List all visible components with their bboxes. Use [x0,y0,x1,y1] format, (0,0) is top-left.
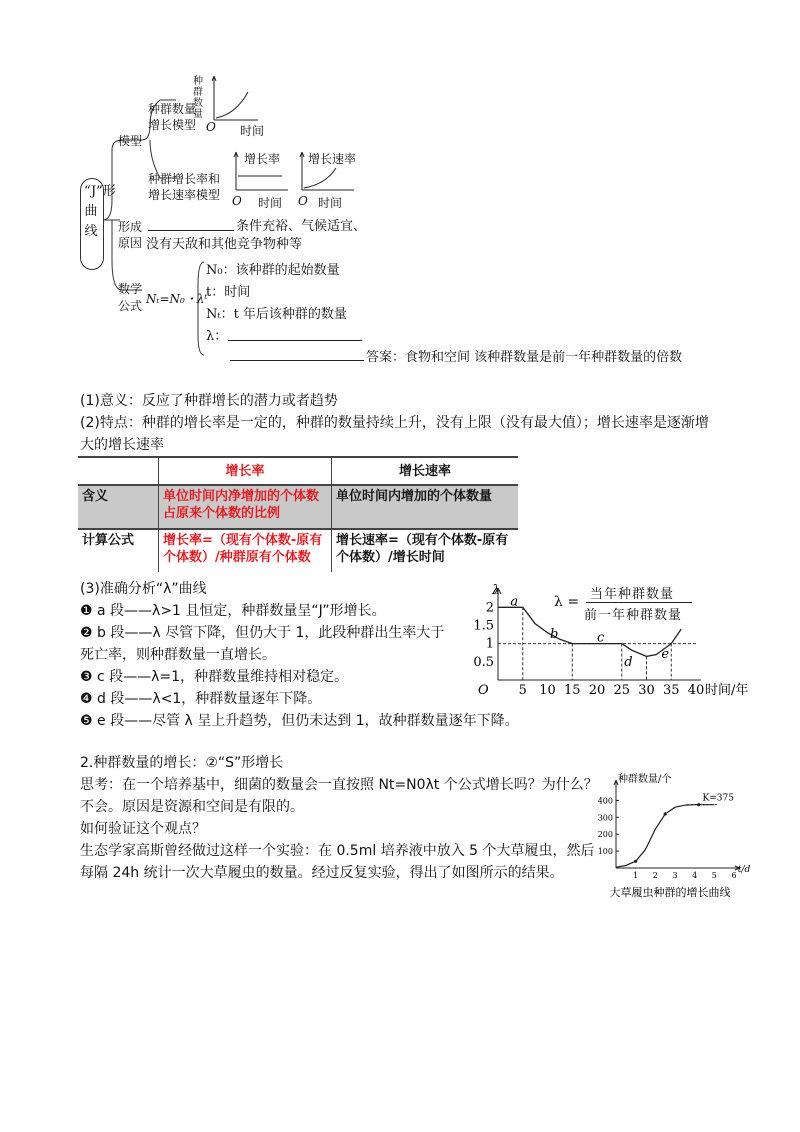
formula-label-line1: 数学 [118,282,143,296]
table-cell-speed: 增长速率=（现有个体数-原有个体数）/增长时间 [332,529,519,572]
model-label: 模型 [118,134,143,148]
cause-text-line2: 没有天敌和其他竞争物种等 [146,237,303,252]
table-row-label: 计算公式 [78,529,159,572]
s-x-tick: 3 [672,871,678,880]
graph2-xlabel: 时间 [258,196,283,210]
s-growth-line-1: 思考：在一个培养基中，细菌的数量会一直按照 Nt=N0λt 个公式增长吗？为什么？ [80,777,598,793]
s-y-tick: 100 [597,847,613,857]
lambda-origin: O [478,683,489,698]
s-y-tick: 400 [597,796,613,806]
lambda-xlabel: 时间/年 [704,683,749,698]
lambda-segment-label: d [624,655,633,671]
lambda-ylabel: λ [492,583,501,598]
s-y-tick: 300 [597,813,613,823]
s-x-tick: 5 [711,871,717,880]
table-header-row [78,457,518,485]
graph2-ylabel: 增长率 [244,152,281,166]
s-y-tick: 200 [597,830,613,840]
s-x-tick: 2 [652,871,658,880]
s-growth-line-4: 生态学家高斯曾经做过这样一个实验：在 0.5ml 培养液中放入 5 个大草履虫，然后 [80,843,595,859]
lambda-y-tick: 1 [485,636,494,652]
s-growth-title: 2.种群数量的增长：②“S”形增长 [80,755,284,771]
cause-text-line1: 条件充裕、气候适宜、 [236,219,367,234]
s-data-point [634,860,637,863]
table-row-label: 含义 [78,485,159,529]
table-cell-speed: 单位时间内增加的个体数量 [332,485,519,529]
lambda-item-d: ❹ d 段——λ<1，种群数量逐年下降。 [80,691,322,707]
lambda-formula-left: λ = [554,594,580,610]
mindmap-connectors [0,0,800,400]
table-row [78,529,518,572]
table-row [78,485,518,529]
lambda-blank-1 [228,340,362,341]
lambda-y-tick: 1.5 [473,618,494,634]
formula-item-n0: N₀：该种群的起始数量 [206,263,340,278]
lambda-x-tick: 35 [662,683,680,698]
lambda-item-b-cont: 死亡率，则种群数量一直增长。 [80,647,276,663]
graph1-ylabel: 种群数量 [193,76,203,120]
s-growth-line-2: 不会。原因是资源和空间是有限的。 [80,799,304,815]
s-x-tick: 6 [731,871,737,880]
graph3-origin: O [298,194,308,208]
s-chart-labels [598,772,750,899]
mindmap-root-label: “J”形曲线 [84,184,116,239]
graph2-origin: O [232,194,242,208]
lambda-x-tick: 20 [588,683,606,698]
formula-expression: Nₜ=N₀・λᵗ [146,292,208,306]
lambda-x-tick: 10 [539,683,556,698]
lambda-title: (3)准确分析“λ”曲线 [80,581,207,597]
model-item-2-line1: 种群增长率和 [148,172,221,186]
graph3-xlabel: 时间 [318,196,343,210]
graph1-origin: O [206,120,216,134]
lambda-segment-label: b [549,627,559,643]
formula-item-t: t：时间 [206,285,251,300]
meaning-text: (1)意义：反应了种群增长的潜力或者趋势 [80,393,338,409]
table-header-speed: 增长速率 [332,457,519,485]
s-ylabel: 种群数量/个 [618,774,672,785]
lambda-segment-label: e [661,647,670,663]
lambda-segment-label: c [597,630,605,646]
table-cell-rate: 单位时间内净增加的个体数占原来个体数的比例 [159,485,332,529]
formula-item-nt: Nₜ：t 年后该种群的数量 [206,307,347,322]
formula-label-line2: 公式 [118,299,143,313]
lambda-x-tick: 30 [638,683,655,698]
lambda-x-tick: 40 [687,683,705,698]
lambda-segment-label: a [510,594,519,610]
s-data-point [697,803,700,806]
s-chart-curve [616,803,714,867]
table-header-empty [78,457,159,485]
lambda-y-tick: 0.5 [473,654,494,670]
s-x-tick: 4 [692,871,698,880]
lambda-formula-denominator: 前一年种群数量 [584,608,683,623]
lambda-formula-bar [586,602,692,603]
lambda-item-a: ❶ a 段——λ>1 且恒定，种群数量呈“J”形增长。 [80,603,386,619]
s-chart-title: 大草履虫种群的增长曲线 [609,886,731,899]
formula-item-lambda: λ： [206,329,228,344]
model-item-2-line2: 增长速率模型 [148,188,221,202]
s-x-tick: 1 [633,871,639,880]
features-text-line2: 大的增长速率 [80,437,164,453]
cause-blank [148,230,234,231]
lambda-item-e: ❺ e 段——尽管 λ 呈上升趋势，但仍未达到 1，故种群数量逐年下降。 [80,713,519,729]
lambda-x-tick: 5 [518,683,527,698]
s-curve-chart [590,770,750,900]
s-k-annotation: K=375 [702,793,734,804]
s-growth-line-5: 每隔 24h 统计一次大草履虫的数量。经过反复实验，得出了如图所示的结果。 [80,865,564,881]
lambda-y-tick: 2 [485,600,494,616]
s-data-point [664,812,667,815]
lambda-x-tick: 15 [563,683,581,698]
table-cell-rate: 增长率=（现有个体数-原有个体数）/种群原有个体数 [159,529,332,572]
lambda-formula-numerator: 当年种群数量 [590,587,675,602]
model-item-1-line1: 种群数量 [148,102,197,116]
features-text-line1: (2)特点：种群的增长率是一定的，种群的数量持续上升，没有上限（没有最大值）；增长速率是逐渐增 [80,415,709,431]
model-item-1-line2: 增长模型 [148,118,197,132]
s-growth-line-3: 如何验证这个观点？ [80,821,206,837]
comparison-table [78,456,518,572]
lambda-item-b: ❷ b 段——λ 尽管下降，但仍大于 1，此段种群出生率大于 [80,625,445,641]
lambda-blank-2 [230,360,364,361]
table-header-rate: 增长率 [159,457,332,485]
answer-text: 答案：食物和空间 该种群数量是前一年种群数量的倍数 [366,350,683,365]
graph1-xlabel: 时间 [240,124,265,138]
lambda-x-tick: 25 [613,683,631,698]
cause-label-line1: 形成 [118,220,143,234]
s-xlabel: t/d [737,865,750,875]
cause-label-line2: 原因 [118,236,143,250]
graph3-ylabel: 增长速率 [308,152,357,166]
lambda-item-c: ❸ c 段——λ=1，种群数量维持相对稳定。 [80,669,349,685]
